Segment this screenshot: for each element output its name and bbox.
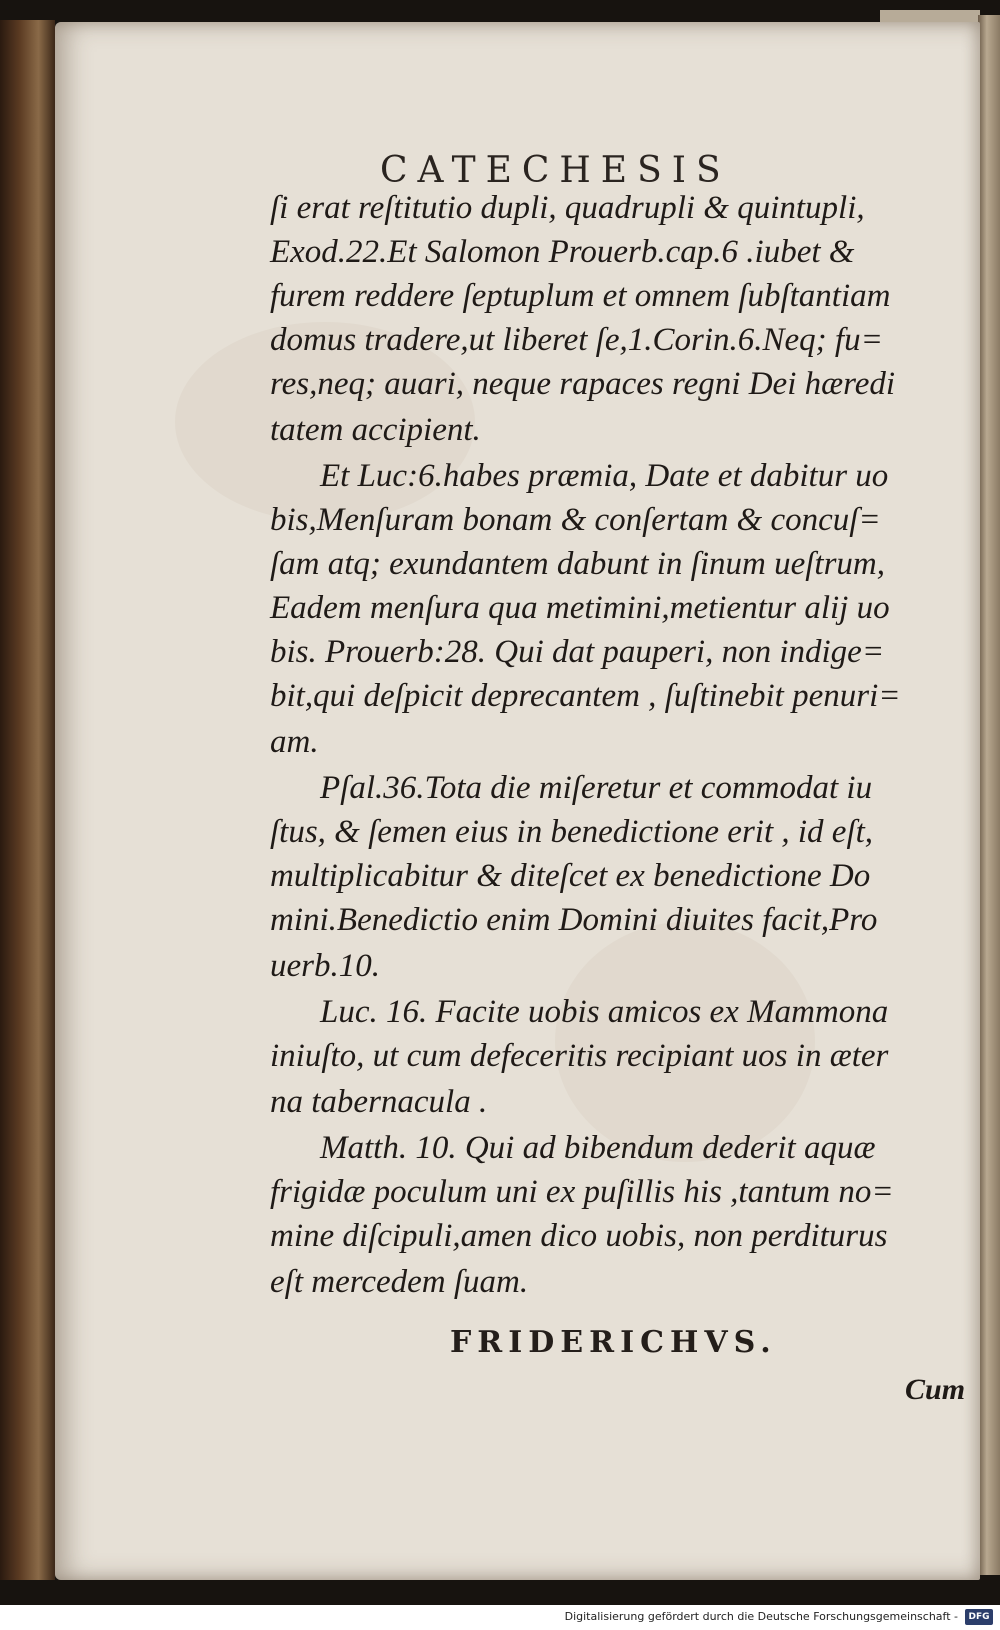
page-fore-edge [978, 15, 1000, 1575]
digitization-credit: Digitalisierung gefördert durch die Deutsche Forschungsgemeinschaft - [564, 1610, 958, 1623]
text-line: ſi erat reſtitutio dupli, quadrupli & quintupli, [270, 190, 865, 226]
running-head: CATECHESIS [380, 150, 731, 191]
text-line: res,neq; auari, neque rapaces regni Dei hæredi [270, 366, 896, 402]
text-line: bis. Prouerb:28. Qui dat pauperi, non indige= [270, 634, 885, 670]
catchword: Cum [905, 1373, 966, 1406]
text-line: Exod.22.Et Salomon Prouerb.cap.6 .iubet & [270, 234, 855, 270]
text-line: eſt mercedem ſuam. [270, 1264, 529, 1300]
signature-name: FRIDERICHVS. [450, 1325, 777, 1360]
text-line: Pſal.36.Tota die miſeretur et commodat iu [320, 770, 873, 806]
text-line: bis,Menſuram bonam & conſertam & concuſ= [270, 502, 881, 538]
text-line: multiplicabitur & diteſcet ex benedictione Do [270, 858, 871, 894]
text-line: Eadem menſura qua metimini,metientur alij uo [270, 590, 890, 626]
dfg-logo: DFG [965, 1609, 993, 1625]
text-line: Luc. 16. Facite uobis amicos ex Mammona [320, 994, 889, 1030]
book-spine-edge [0, 20, 55, 1580]
text-line: uerb.10. [270, 948, 380, 984]
text-line: mine diſcipuli,amen dico uobis, non perditurus [270, 1218, 888, 1254]
text-line: frigidæ poculum uni ex puſillis his ,tantum no= [270, 1174, 894, 1210]
text-line: am. [270, 724, 319, 760]
text-line: ſtus, & ſemen eius in benedictione erit , id eſt, [270, 814, 874, 850]
text-line: na tabernacula . [270, 1084, 488, 1120]
text-line: furem reddere ſeptuplum et omnem ſubſtantiam [270, 278, 891, 314]
text-line: Et Luc:6.habes præmia, Date et dabitur uo [320, 458, 889, 494]
text-line: tatem accipient. [270, 412, 481, 448]
text-line: bit,qui deſpicit deprecantem , ſuſtinebit penuri= [270, 678, 901, 714]
text-line: iniuſto, ut cum defeceritis recipiant uos in æter [270, 1038, 889, 1074]
text-line: mini.Benedictio enim Domini diuites facit,Pro [270, 902, 878, 938]
text-line: ſam atq; exundantem dabunt in ſinum ueſtrum, [270, 546, 886, 582]
text-line: Matth. 10. Qui ad bibendum dederit aquæ [320, 1130, 876, 1166]
text-line: domus tradere,ut liberet ſe,1.Corin.6.Neq; fu= [270, 322, 883, 358]
